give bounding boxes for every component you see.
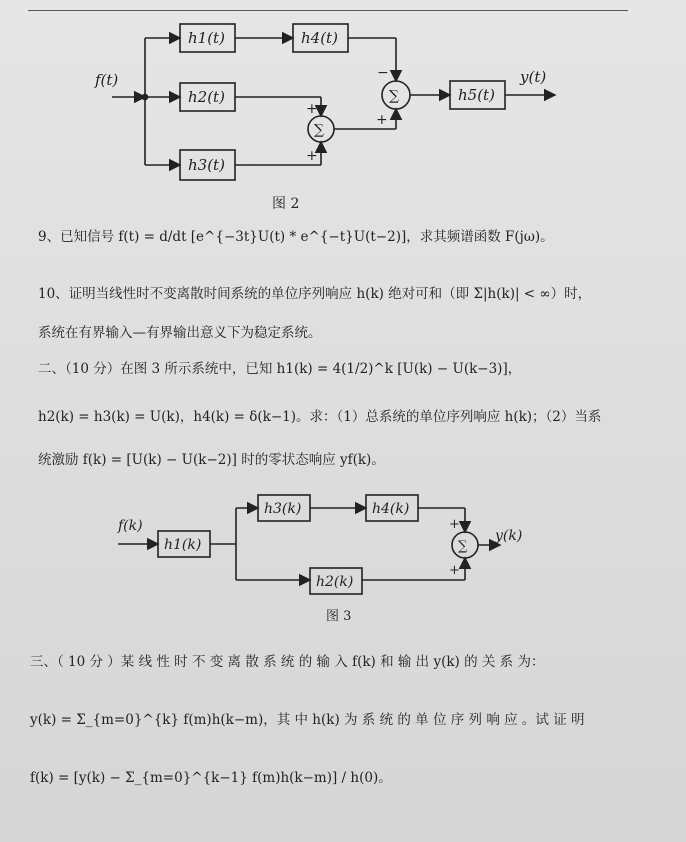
block-h5t-label: h5(t): [458, 86, 495, 104]
fig3-input-label: f(k): [118, 518, 143, 534]
question-10-line1: [38, 282, 591, 302]
block-h4k-label: h4(k): [372, 501, 410, 517]
question-10-line2: 系统在有界输入—有界输出意义下为稳定系统。: [38, 325, 322, 341]
section-2-line1: 二、（10 分）在图 3 所示系统中，已知 h1(k) = 4(1/2)^k [U(k) − U(k−3)]，: [38, 361, 522, 377]
section-2-line3: 统激励 f(k) = [U(k) − U(k−2)] 时的零状态响应 yf(k)。: [38, 452, 385, 468]
sum1-symbol: ∑: [314, 122, 324, 138]
sum2-symbol: ∑: [389, 88, 399, 104]
block-h4t-label: h4(t): [301, 29, 338, 47]
question-9: [38, 225, 554, 245]
fig2-output-label: y(t): [520, 68, 547, 86]
section-3-line3: f(k) = [y(k) − Σ_{m=0}^{k−1} f(m)h(k−m)] / h(0)。: [30, 770, 392, 786]
section-3-line1: 三、（ 10 分 ）某 线 性 时 不 变 离 散 系 统 的 输 入 f(k) 和 输 出 y(k) 的 关 系 为：: [30, 654, 545, 670]
q10-number: 10、: [38, 286, 69, 302]
sum3-symbol: ∑: [458, 539, 468, 554]
figure-3-block-diagram: [0, 480, 686, 630]
fig2-input-label: f(t): [95, 71, 119, 89]
q9-number: 9、: [38, 229, 61, 245]
sign-plus-sum2: +: [376, 112, 388, 128]
block-h2k-label: h2(k): [316, 574, 354, 590]
sign-plus-sum3-top: +: [449, 517, 460, 532]
sign-plus-sum1-top: +: [306, 101, 318, 117]
block-h1k-label: h1(k): [164, 537, 202, 553]
q10-line1: 证明当线性时不变离散时间系统的单位序列响应 h(k) 绝对可和（即 Σ|h(k)| < ∞）时，: [68, 286, 592, 302]
sign-plus-sum3-bottom: +: [449, 563, 460, 578]
sign-minus-sum2: −: [377, 65, 389, 81]
fig3-output-label: y(k): [495, 528, 523, 544]
q9-text: 已知信号 f(t) = d/dt [e^{−3t}U(t) * e^{−t}U(t−2)]，求其频谱函数 F(jω)。: [60, 229, 554, 245]
block-h1t-label: h1(t): [188, 29, 225, 47]
fig3-caption: 图 3: [326, 609, 352, 624]
figure-2-block-diagram: [0, 0, 686, 212]
block-h2t-label: h2(t): [188, 88, 225, 106]
block-h3k-label: h3(k): [264, 501, 302, 517]
section-3-line2: y(k) = Σ_{m=0}^{k} f(m)h(k−m)，其 中 h(k) 为 系 统 的 单 位 序 列 响 应 。试 证 明: [30, 712, 585, 728]
fig2-caption: 图 2: [272, 196, 300, 212]
block-h3t-label: h3(t): [188, 156, 225, 174]
section-2-line2: h2(k) = h3(k) = U(k)，h4(k) = δ(k−1)。求：（1）总系统的单位序列响应 h(k)；（2）当系: [38, 409, 602, 425]
sign-plus-sum1-bottom: +: [306, 148, 318, 164]
